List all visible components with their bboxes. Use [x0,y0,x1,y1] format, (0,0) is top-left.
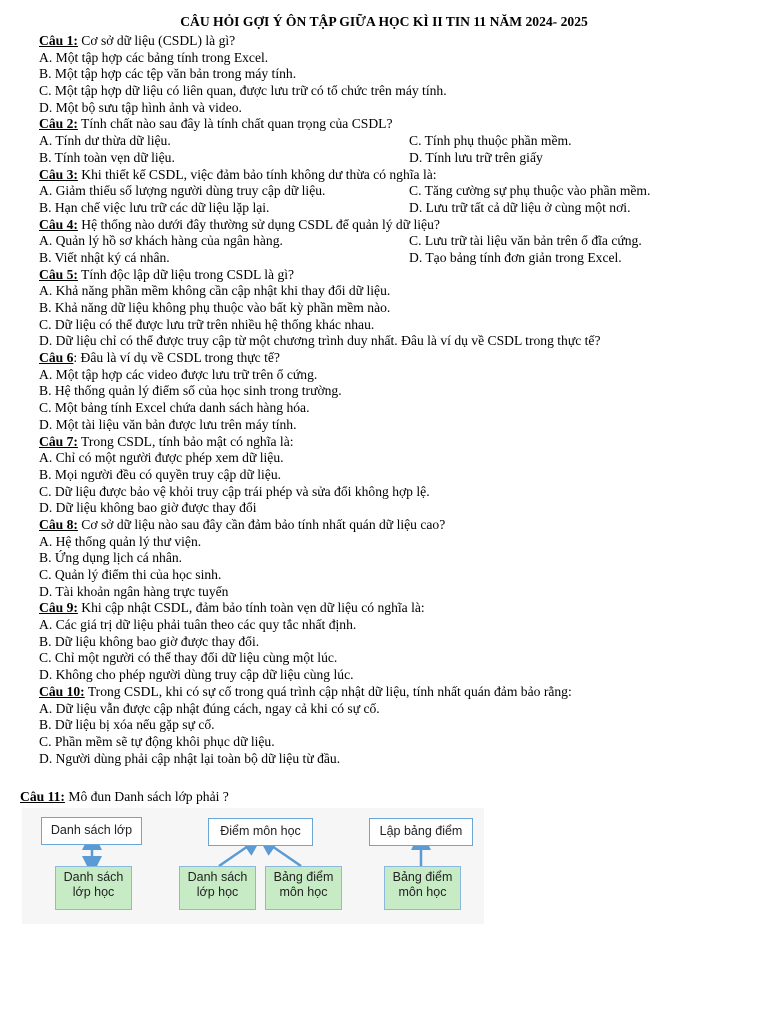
answer-option: D. Một bộ sưu tập hình ảnh và video. [39,99,242,115]
question-text: Cơ sở dữ liệu nào sau đây cần đảm bảo tính nhất quán dữ liệu cao? [77,516,446,532]
answer-row [39,150,759,167]
question-label: Câu 1: [39,33,78,48]
question-2 [39,116,759,133]
question-text: Tính độc lập dữ liệu trong CSDL là gì? [77,266,295,282]
answer-option: C. Phần mềm sẽ tự động khôi phục dữ liệu. [39,733,275,749]
answer-option: B. Khả năng dữ liệu không phụ thuộc vào bất kỳ phần mềm nào. [39,300,391,315]
question-10 [39,684,759,701]
answer-option: C. Tính phụ thuộc phần mềm. [409,133,572,149]
answer-option: D. Tính lưu trữ trên giấy [409,149,543,165]
box-danh-sach-lop: Danh sách lớp [41,817,142,845]
answer-option: D. Dữ liệu chỉ có thể được truy cập từ một chương trình duy nhất. Đâu là ví dụ về CSDL trong thực tế? [39,333,601,349]
question-label: Câu 8: [39,516,78,532]
question-text: Hệ thống nào dưới đây thường sử dụng CSDL để quản lý dữ liệu? [77,216,440,232]
box-diem-mon-hoc: Điểm môn học [208,818,313,846]
answer-option: A. Các giá trị dữ liệu phải tuân theo các quy tắc nhất định. [39,617,357,633]
answer-option: B. Mọi người đều có quyền truy cập dữ liệu. [39,466,282,482]
answer-option: D. Người dùng phải cập nhật lại toàn bộ dữ liệu từ đầu. [39,750,341,766]
answer-option: C. Một tập hợp dữ liệu có liên quan, được lưu trữ có tổ chức trên máy tính. [39,83,447,99]
question-list [39,33,759,767]
leaf-danh-sach-lop-hoc-2: Danh sách lớp học [179,866,256,910]
answer-option: B. Dữ liệu không bao giờ được thay đổi. [39,633,260,649]
leaf-bang-diem-mon-hoc: Bảng điểm môn học [265,866,342,910]
answer-option: A. Tính dư thừa dữ liệu. [39,133,171,149]
question-11 [20,788,229,806]
question-text: Tính chất nào sau đây là tính chất quan trọng của CSDL? [77,116,393,132]
question-1 [39,33,759,50]
question-text: Khi thiết kế CSDL, việc đảm bảo tính không dư thừa có nghĩa là: [77,166,437,182]
question-label: Câu 7: [39,433,78,449]
answer-option: A. Một tập hợp các video được lưu trữ trên ổ cứng. [39,366,318,382]
answer-option: D. Tạo bảng tính đơn giản trong Excel. [409,249,622,265]
question-label: Câu 2: [39,116,78,132]
answer-option: D. Không cho phép người dùng truy cập dữ liệu cùng lúc. [39,667,354,683]
question-8 [39,517,759,534]
leaf-bang-diem-mon-hoc-2: Bảng điểm môn học [384,866,461,910]
question-4 [39,217,759,234]
answer-option: A. Hệ thống quản lý thư viện. [39,533,202,549]
answer-option: A. Một tập hợp các bảng tính trong Excel. [39,49,269,65]
answer-option: B. Hệ thống quản lý điểm số của học sinh trong trường. [39,383,342,399]
answer-row [39,200,759,217]
leaf-danh-sach-lop-hoc: Danh sách lớp học [55,866,132,910]
question-text: Trong CSDL, khi có sự cố trong quá trình cập nhật dữ liệu, tính nhất quán đảm bảo rằng: [84,683,572,699]
answer-option: A. Chỉ có một người được phép xem dữ liệu. [39,450,284,466]
answer-option: C. Dữ liệu có thể được lưu trữ trên nhiều hệ thống khác nhau. [39,316,375,332]
question-7 [39,434,759,451]
answer-option: A. Quản lý hồ sơ khách hàng của ngân hàng. [39,233,283,249]
module-diagram [22,808,484,924]
question-label: Câu 4: [39,216,78,232]
answer-option: A. Giảm thiểu số lượng người dùng truy cập dữ liệu. [39,183,326,199]
question-text: Khi cập nhật CSDL, đảm bảo tính toàn vẹn dữ liệu có nghĩa là: [77,600,425,616]
answer-option: A. Dữ liệu vẫn được cập nhật đúng cách, ngay cả khi có sự cố. [39,700,380,716]
question-5 [39,267,759,284]
answer-option: D. Một tài liệu văn bản được lưu trên máy tính. [39,416,297,432]
answer-option: C. Quản lý điểm thi của học sinh. [39,567,222,582]
question-text: Trong CSDL, tính bảo mật có nghĩa là: [77,433,294,449]
question-3 [39,167,759,184]
answer-option: B. Ứng dụng lịch cá nhân. [39,550,183,566]
question-label: Câu 6 [39,350,74,366]
box-lap-bang-diem: Lập bảng điểm [369,818,473,846]
answer-option: B. Tính toàn vẹn dữ liệu. [39,149,175,165]
question-label: Câu 3: [39,166,78,182]
answer-option: C. Một bảng tính Excel chứa danh sách hàng hóa. [39,400,310,416]
answer-row [39,183,759,200]
question-label: Câu 10: [39,683,85,699]
answer-option: C. Lưu trữ tài liệu văn bản trên ổ đĩa cứng. [409,233,642,249]
answer-option: D. Tài khoản ngân hàng trực tuyến [39,583,229,599]
answer-option: B. Dữ liệu bị xóa nếu gặp sự cố. [39,717,215,733]
question-label: Câu 11: [20,789,65,804]
answer-option: D. Lưu trữ tất cả dữ liệu ở cùng một nơi. [409,199,631,215]
answer-option: B. Một tập hợp các tệp văn bản trong máy tính. [39,66,297,82]
question-text: Cơ sở dữ liệu (CSDL) là gì? [77,33,236,48]
answer-row [39,133,759,150]
answer-option: D. Dữ liệu không bao giờ được thay đổi [39,500,257,516]
answer-option: C. Dữ liệu được bảo vệ khỏi truy cập trái phép và sửa đổi không hợp lệ. [39,483,430,499]
question-label: Câu 5: [39,266,78,282]
page-title: CÂU HỎI GỢI Ý ÔN TẬP GIỮA HỌC KÌ II TIN 11 NĂM 2024- 2025 [180,14,588,29]
question-6 [39,350,759,367]
question-text: : Đâu là ví dụ về CSDL trong thực tế? [73,350,280,366]
answer-option: C. Chỉ một người có thể thay đổi dữ liệu cùng một lúc. [39,650,338,666]
answer-option: B. Viết nhật ký cá nhân. [39,249,170,265]
question-9 [39,600,759,617]
answer-option: A. Khả năng phần mềm không cần cập nhật khi thay đổi dữ liệu. [39,283,391,299]
answer-option: C. Tăng cường sự phụ thuộc vào phần mềm. [409,183,651,199]
answer-option: B. Hạn chế việc lưu trữ các dữ liệu lặp lại. [39,199,270,215]
answer-row [39,250,759,267]
question-label: Câu 9: [39,600,78,616]
answer-row [39,233,759,250]
question-text: Mô đun Danh sách lớp phải ? [64,789,229,804]
